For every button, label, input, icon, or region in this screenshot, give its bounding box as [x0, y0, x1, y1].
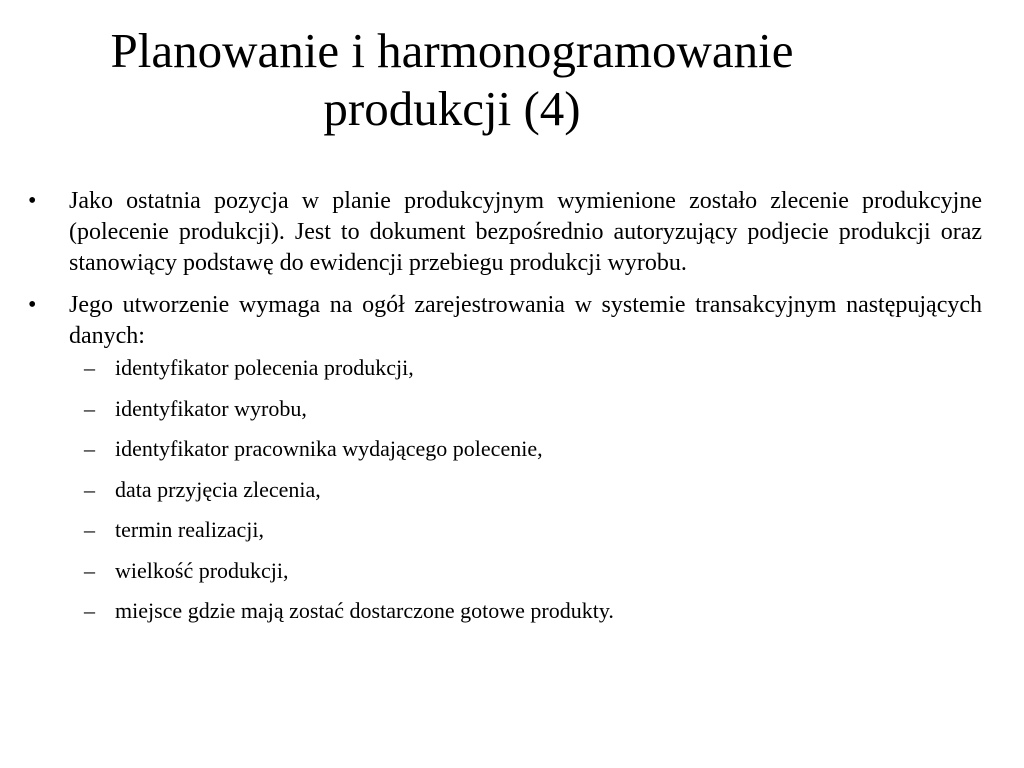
slide-title-line-2: produkcji (4) [323, 81, 581, 136]
sub-list-item [84, 355, 975, 396]
dash-icon: – [84, 557, 95, 583]
bullet-text: Jego utworzenie wymaga na ogół zarejestrowania w systemie transakcyjnym następujących danych: [69, 292, 982, 349]
sub-list-item [84, 395, 975, 437]
bullet-icon: • [28, 292, 37, 318]
sub-item-text: identyfikator polecenia produkcji, [115, 355, 414, 380]
sub-list-item [84, 476, 975, 518]
slide-title-line-1: Planowanie i harmonogramowanie [110, 23, 794, 78]
sub-list-item [84, 436, 975, 477]
sub-item-text: identyfikator wyrobu, [115, 395, 307, 421]
dash-icon: – [84, 395, 95, 421]
sub-item-text: data przyjęcia zlecenia, [115, 476, 321, 502]
dash-icon: – [84, 476, 95, 502]
slide-body [0, 186, 1024, 639]
dash-icon: – [84, 598, 95, 623]
dash-icon: – [84, 517, 95, 542]
bullet-icon: • [28, 188, 37, 214]
dash-icon: – [84, 355, 95, 380]
bullet-item [28, 290, 982, 352]
sub-list-item [84, 598, 975, 639]
sub-list-item [84, 517, 975, 558]
sub-item-text: identyfikator pracownika wydającego polecenie, [115, 436, 543, 461]
sub-item-text: termin realizacji, [115, 517, 265, 542]
sub-item-text: wielkość produkcji, [115, 557, 289, 583]
dash-icon: – [84, 436, 95, 461]
slide-title [0, 22, 904, 138]
sub-list-item [84, 557, 975, 599]
bullet-item [28, 186, 982, 279]
sub-list [0, 355, 1024, 639]
bullet-text: Jako ostatnia pozycja w planie produkcyjnym wymienione zostało zlecenie produkcyjne (polecenie produkcji). Jest to dokument bezpośrednio autoryzujący podjecie produkcji oraz stanowiący podstawę do ewidencji przebiegu produkcji wyrobu. [69, 188, 982, 276]
sub-item-text: miejsce gdzie mają zostać dostarczone gotowe produkty. [115, 598, 614, 623]
